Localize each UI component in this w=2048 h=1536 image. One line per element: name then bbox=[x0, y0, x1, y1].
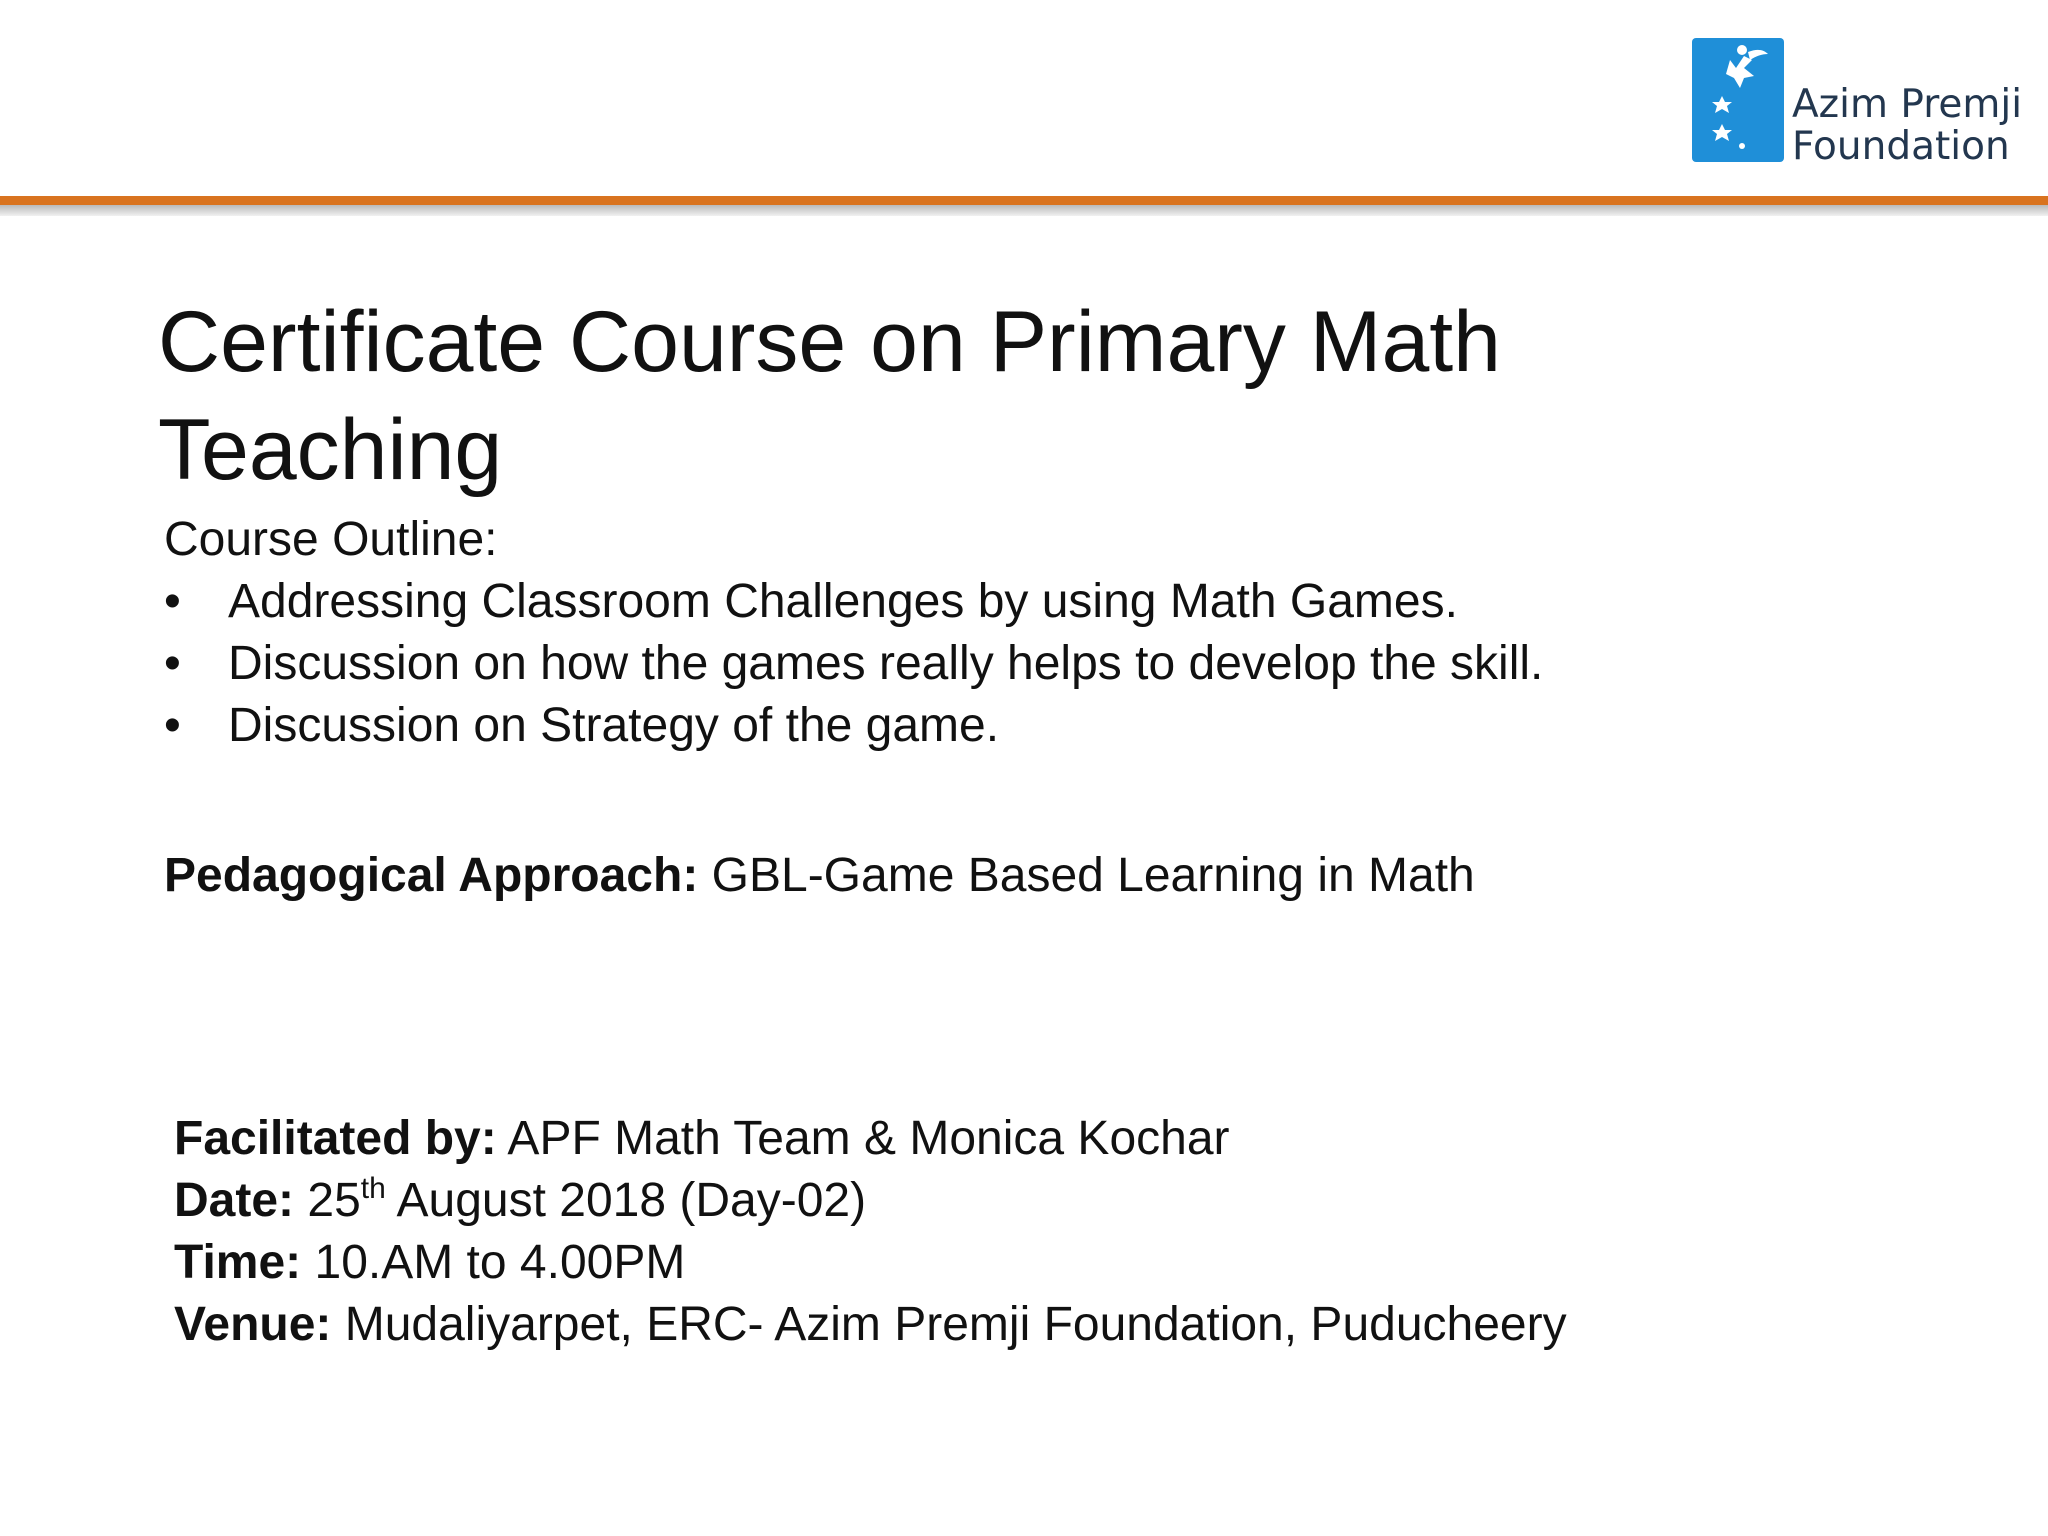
date-suffix: th bbox=[360, 1172, 386, 1205]
facilitated-by-label: Facilitated by: bbox=[174, 1112, 497, 1165]
logo-line-1: Azim Premji bbox=[1792, 82, 2023, 127]
bullet-icon: • bbox=[164, 637, 181, 690]
header-divider bbox=[0, 196, 2048, 218]
bullet-icon: • bbox=[164, 699, 181, 752]
list-item-text: Addressing Classroom Challenges by using Math Games. bbox=[228, 575, 1458, 628]
pedagogical-approach bbox=[164, 846, 1864, 906]
pedagogical-approach-value: GBL-Game Based Learning in Math bbox=[698, 849, 1475, 902]
page-title: Certificate Course on Primary Math Teaching bbox=[158, 294, 1501, 498]
time-line bbox=[174, 1232, 1674, 1294]
logo-wordmark bbox=[1792, 84, 2022, 168]
foundation-star-mark-icon bbox=[1692, 38, 1784, 162]
list-item-text: Discussion on how the games really helps to develop the skill. bbox=[228, 637, 1544, 690]
course-details bbox=[174, 1108, 1674, 1356]
header-divider-orange bbox=[0, 196, 2048, 205]
logo-line-2: Foundation bbox=[1792, 124, 2010, 169]
date-line bbox=[174, 1170, 1674, 1232]
date-rest: August 2018 (Day-02) bbox=[385, 1174, 867, 1227]
date-day: 25 bbox=[294, 1174, 361, 1227]
date-label: Date: bbox=[174, 1174, 295, 1227]
venue-line bbox=[174, 1294, 1674, 1356]
pedagogical-approach-label: Pedagogical Approach: bbox=[164, 849, 699, 902]
list-item bbox=[164, 634, 1584, 694]
header-divider-shadow bbox=[0, 205, 2048, 216]
course-outline-heading: Course Outline: bbox=[164, 513, 498, 566]
list-item-text: Discussion on Strategy of the game. bbox=[228, 699, 1000, 752]
list-item bbox=[164, 696, 1584, 756]
course-outline-list bbox=[164, 572, 1584, 756]
azim-premji-foundation-logo bbox=[1692, 38, 2022, 168]
time-value: 10.AM to 4.00PM bbox=[301, 1236, 686, 1289]
list-item bbox=[164, 572, 1584, 632]
venue-value: Mudaliyarpet, ERC- Azim Premji Foundation, Puducheery bbox=[331, 1298, 1567, 1351]
bullet-icon: • bbox=[164, 575, 181, 628]
facilitated-by-line bbox=[174, 1108, 1674, 1170]
course-outline bbox=[164, 510, 1584, 758]
time-label: Time: bbox=[174, 1236, 302, 1289]
facilitated-by-value: APF Math Team & Monica Kochar bbox=[496, 1112, 1230, 1165]
venue-label: Venue: bbox=[174, 1298, 332, 1351]
